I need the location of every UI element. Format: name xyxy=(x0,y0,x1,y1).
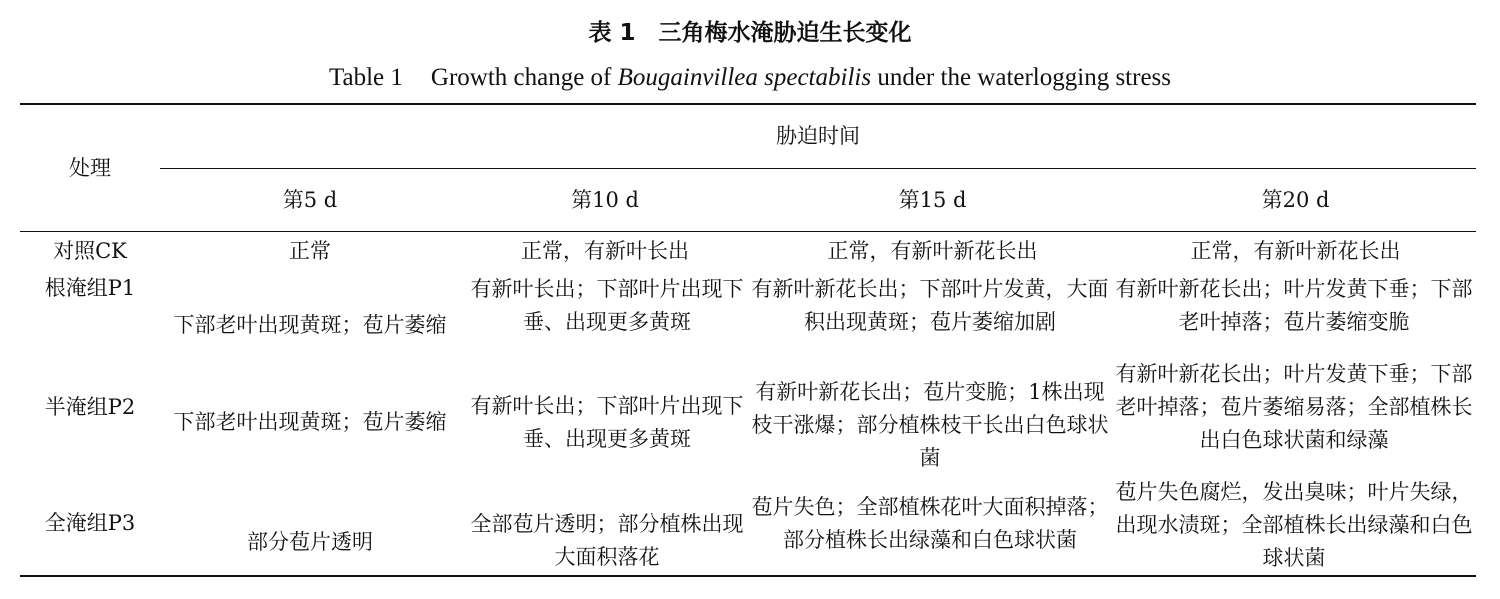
table-caption-english xyxy=(0,62,1500,94)
caption-text-before: Growth change of xyxy=(430,64,618,91)
table-cell: 有新叶新花长出；叶片发黄下垂；下部老叶掉落；苞片萎缩变脆 xyxy=(1115,277,1473,334)
row-header-treatment: 处理 xyxy=(69,155,111,180)
table-cell: 下部老叶出现黄斑；苞片萎缩 xyxy=(173,410,447,434)
header-bottom-rule xyxy=(20,231,1476,232)
table-cell: 部分苞片透明 xyxy=(247,529,373,554)
row-label-p3: 全淹组P3 xyxy=(44,510,136,535)
species-name: Bougainvillea spectabilis xyxy=(617,64,872,91)
row-label-p2: 半淹组P2 xyxy=(44,395,136,419)
table-cell: 正常，有新叶长出 xyxy=(521,238,689,263)
column-header-day5: 第5 d xyxy=(282,187,338,212)
table-cell: 全部苞片透明；部分植株出现大面积落花 xyxy=(470,512,744,569)
row-label-ck: 对照CK xyxy=(53,238,127,263)
table-number: Table 1 xyxy=(328,64,403,91)
table-cell: 下部老叶出现黄斑；苞片萎缩 xyxy=(173,313,447,337)
table-cell: 有新叶新花长出；苞片变脆；1株出现枝干涨爆；部分植株枝干长出白色球状菌 xyxy=(751,379,1109,470)
table-cell: 苞片失色腐烂，发出臭味；叶片失绿，出现水渍斑；全部植株长出绿藻和白色球状菌 xyxy=(1115,479,1473,570)
table-cell: 有新叶长出；下部叶片出现下垂、出现更多黄斑 xyxy=(470,393,744,451)
table-cell: 有新叶新花长出；下部叶片发黄，大面积出现黄斑；苞片萎缩加剧 xyxy=(751,277,1109,334)
table-cell: 正常 xyxy=(289,238,331,263)
table-cell: 正常，有新叶新花长出 xyxy=(827,238,1038,263)
caption-text-after: under the waterlogging stress xyxy=(871,64,1172,91)
column-header-day15: 第15 d xyxy=(898,187,967,212)
table-cell: 有新叶新花长出；叶片发黄下垂；下部老叶掉落；苞片萎缩易落；全部植株长出白色球状菌和绿藻 xyxy=(1115,362,1473,452)
table-cell: 苞片失色；全部植株花叶大面积掉落；部分植株长出绿藻和白色球状菌 xyxy=(751,495,1109,552)
column-header-day10: 第10 d xyxy=(571,187,639,212)
column-header-day20: 第20 d xyxy=(1261,187,1330,212)
group-header-stress-time: 胁迫时间 xyxy=(776,124,860,148)
table-cell: 正常，有新叶新花长出 xyxy=(1190,238,1401,263)
table-cell: 有新叶长出；下部叶片出现下垂、出现更多黄斑 xyxy=(470,277,744,334)
table-caption-chinese: 表 1 三角梅水淹胁迫生长变化 xyxy=(588,20,912,46)
row-label-p1: 根淹组P1 xyxy=(44,276,136,300)
